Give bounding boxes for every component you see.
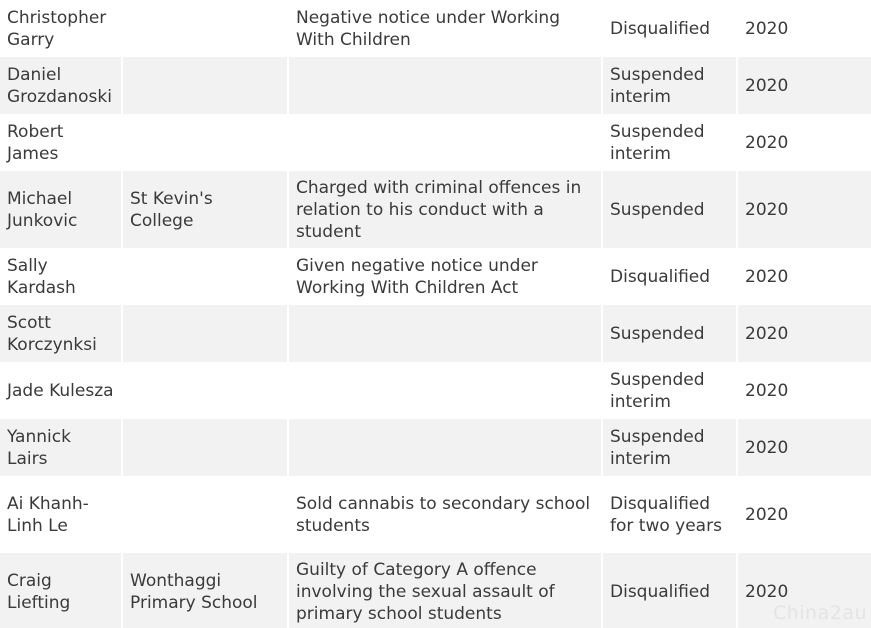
school-cell: Wonthaggi Primary School bbox=[123, 553, 289, 628]
outcome-cell: Suspended bbox=[603, 171, 738, 248]
teacher-name-cell: Craig Liefting bbox=[0, 553, 123, 628]
school-cell bbox=[123, 248, 289, 305]
teacher-name-cell: Robert James bbox=[0, 114, 123, 171]
reason-cell: Guilty of Category A offence involving the sexual assault of primary school students bbox=[289, 553, 603, 628]
table-row bbox=[0, 57, 871, 114]
table-row bbox=[0, 419, 871, 476]
school-cell bbox=[123, 57, 289, 114]
site-watermark: Chinа2au bbox=[772, 602, 867, 624]
reason-cell: Given negative notice under Working With Children Act bbox=[289, 248, 603, 305]
year-cell: 2020 bbox=[738, 248, 871, 305]
reason-cell bbox=[289, 362, 603, 419]
reason-cell bbox=[289, 114, 603, 171]
table-row bbox=[0, 0, 871, 57]
outcome-cell: Suspended interim bbox=[603, 362, 738, 419]
outcome-cell: Suspended bbox=[603, 305, 738, 362]
school-cell bbox=[123, 476, 289, 553]
teacher-name-cell: Sally Kardash bbox=[0, 248, 123, 305]
table-row bbox=[0, 114, 871, 171]
school-cell bbox=[123, 305, 289, 362]
outcome-cell: Disqualified for two years bbox=[603, 476, 738, 553]
outcome-cell: Disqualified bbox=[603, 0, 738, 57]
table-row bbox=[0, 362, 871, 419]
reason-cell bbox=[289, 305, 603, 362]
school-cell bbox=[123, 419, 289, 476]
reason-cell bbox=[289, 419, 603, 476]
year-cell: 2020 bbox=[738, 419, 871, 476]
outcome-cell: Suspended interim bbox=[603, 114, 738, 171]
reason-cell bbox=[289, 57, 603, 114]
table-row bbox=[0, 248, 871, 305]
year-cell: 2020 bbox=[738, 553, 871, 628]
outcome-cell: Disqualified bbox=[603, 248, 738, 305]
year-cell: 2020 bbox=[738, 476, 871, 553]
year-cell: 2020 bbox=[738, 0, 871, 57]
teacher-name-cell: Jade Kulesza bbox=[0, 362, 123, 419]
school-cell: St Kevin's College bbox=[123, 171, 289, 248]
reason-cell: Sold cannabis to secondary school students bbox=[289, 476, 603, 553]
year-cell: 2020 bbox=[738, 362, 871, 419]
teacher-name-cell: Ai Khanh-Linh Le bbox=[0, 476, 123, 553]
school-cell bbox=[123, 362, 289, 419]
year-cell: 2020 bbox=[738, 171, 871, 248]
table-row bbox=[0, 476, 871, 553]
table-row bbox=[0, 553, 871, 628]
table-row bbox=[0, 305, 871, 362]
teacher-name-cell: Daniel Grozdanoski bbox=[0, 57, 123, 114]
reason-cell: Charged with criminal offences in relation to his conduct with a student bbox=[289, 171, 603, 248]
year-cell: 2020 bbox=[738, 114, 871, 171]
year-cell: 2020 bbox=[738, 57, 871, 114]
outcome-cell: Suspended interim bbox=[603, 57, 738, 114]
teacher-name-cell: Christopher Garry bbox=[0, 0, 123, 57]
teacher-name-cell: Scott Korczynksi bbox=[0, 305, 123, 362]
table-row bbox=[0, 171, 871, 248]
outcome-cell: Disqualified bbox=[603, 553, 738, 628]
reason-cell: Negative notice under Working With Children bbox=[289, 0, 603, 57]
teacher-name-cell: Yannick Lairs bbox=[0, 419, 123, 476]
school-cell bbox=[123, 0, 289, 57]
outcome-cell: Suspended interim bbox=[603, 419, 738, 476]
teacher-name-cell: Michael Junkovic bbox=[0, 171, 123, 248]
year-cell: 2020 bbox=[738, 305, 871, 362]
school-cell bbox=[123, 114, 289, 171]
